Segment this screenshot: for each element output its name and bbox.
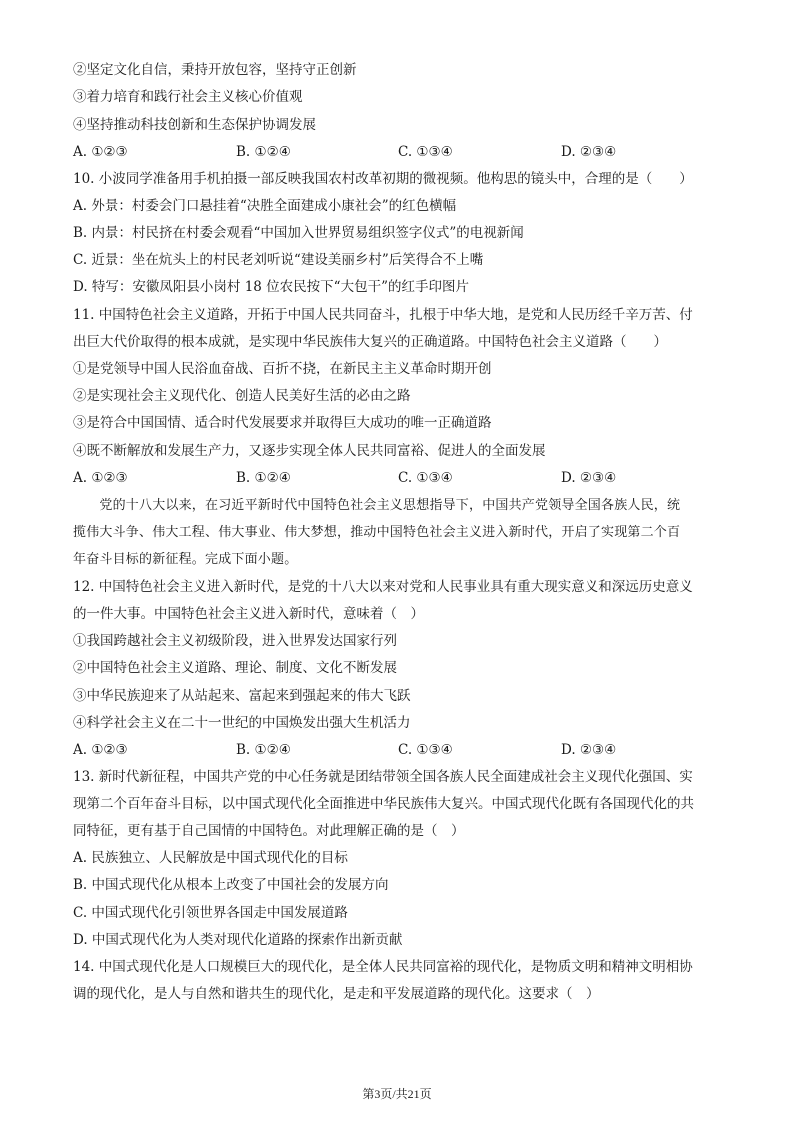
q9-option-d[interactable]: D. ②③④ (561, 144, 617, 160)
passage-line-1: 党的十八大以来，在习近平新时代中国特色社会主义思想指导下，中国共产党领导全国各族人民，统 (73, 498, 681, 513)
q13-stem-line-1: 13. 新时代新征程，中国共产党的中心任务就是团结带领全国各族人民全面建成社会主义现代化强国、实 (73, 769, 693, 785)
q10-option-a[interactable]: A. 外景：村委会门口悬挂着“决胜全面建成小康社会”的红色横幅 (73, 198, 457, 214)
q11-item-3: ③是符合中国国情、适合时代发展要求并取得巨大成功的唯一正确道路 (73, 415, 492, 431)
q13-option-b[interactable]: B. 中国式现代化从根本上改变了中国社会的发展方向 (73, 877, 389, 893)
q11-item-2: ②是实现社会主义现代化、创造人民美好生活的必由之路 (73, 388, 411, 404)
page-number: 第3页/共21页 (362, 1087, 432, 1101)
q12-option-a[interactable]: A. ①②③ (73, 742, 128, 758)
q10-option-b[interactable]: B. 内景：村民挤在村委会观看“中国加入世界贸易组织签字仪式”的电视新闻 (73, 225, 524, 241)
q12-option-d[interactable]: D. ②③④ (561, 742, 617, 758)
q14-stem-line-1: 14. 中国式现代化是人口规模巨大的现代化，是全体人民共同富裕的现代化，是物质文明和精神文明相协 (73, 959, 693, 975)
q13-stem-line-2: 现第二个百年奋斗目标，以中国式现代化全面推进中华民族伟大复兴。中国式现代化既有各国现代化的共 (73, 796, 694, 812)
q9-options (73, 142, 723, 162)
q11-option-d[interactable]: D. ②③④ (561, 470, 617, 486)
q13-option-d[interactable]: D. 中国式现代化为人类对现代化道路的探索作出新贡献 (73, 932, 403, 948)
q10-option-d[interactable]: D. 特写：安徽凤阳县小岗村 18 位农民按下“大包干”的红手印图片 (73, 279, 469, 295)
q9-item-2: ②坚定文化自信，秉持开放包容，坚持守正创新 (73, 62, 357, 78)
q11-stem-line-2: 出巨大代价取得的根本成就，是实现中华民族伟大复兴的正确道路。中国特色社会主义道路（ ） (73, 334, 667, 350)
passage-line-2: 揽伟大斗争、伟大工程、伟大事业、伟大梦想，推动中国特色社会主义进入新时代，开启了实现第二个百 (73, 525, 681, 540)
q11-item-1: ①是党领导中国人民浴血奋战、百折不挠，在新民主主义革命时期开创 (73, 361, 492, 377)
q9-option-a[interactable]: A. ①②③ (73, 144, 128, 160)
q12-item-2: ②中国特色社会主义道路、理论、制度、文化不断发展 (73, 660, 397, 676)
q11-option-b[interactable]: B. ①②④ (236, 470, 291, 486)
q12-item-1: ①我国跨越社会主义初级阶段，进入世界发达国家行列 (73, 633, 397, 649)
q13-stem-line-3: 同特征，更有基于自己国情的中国特色。对此理解正确的是（ ） (73, 823, 465, 839)
q13-option-c[interactable]: C. 中国式现代化引领世界各国走中国发展道路 (73, 905, 348, 921)
q12-stem-line-2: 的一件大事。中国特色社会主义进入新时代，意味着（ ） (73, 606, 424, 622)
q13-option-a[interactable]: A. 民族独立、人民解放是中国式现代化的目标 (73, 850, 348, 866)
q11-item-4: ④既不断解放和发展生产力，又逐步实现全体人民共同富裕、促进人的全面发展 (73, 443, 546, 459)
q10-stem: 10. 小波同学准备用手机拍摄一部反映我国农村改革初期的微视频。他构思的镜头中，合理的是（ ） (73, 171, 693, 187)
q12-option-b[interactable]: B. ①②④ (236, 742, 291, 758)
passage-line-3: 年奋斗目标的新征程。完成下面小题。 (73, 552, 298, 567)
q12-item-4: ④科学社会主义在二十一世纪的中国焕发出强大生机活力 (73, 715, 411, 731)
q12-options (73, 740, 723, 760)
q12-stem-line-1: 12. 中国特色社会主义进入新时代，是党的十八大以来对党和人民事业具有重大现实意义和深远历史意义 (73, 579, 693, 595)
q11-option-c[interactable]: C. ①③④ (398, 470, 453, 486)
q11-option-a[interactable]: A. ①②③ (73, 470, 128, 486)
q10-option-c[interactable]: C. 近景：坐在炕头上的村民老刘听说“建设美丽乡村”后笑得合不上嘴 (73, 252, 484, 268)
q12-option-c[interactable]: C. ①③④ (398, 742, 453, 758)
q11-options (73, 468, 723, 488)
q12-item-3: ③中华民族迎来了从站起来、富起来到强起来的伟大飞跃 (73, 688, 411, 704)
q9-item-4: ④坚持推动科技创新和生态保护协调发展 (73, 117, 316, 133)
q9-option-b[interactable]: B. ①②④ (236, 144, 291, 160)
q11-stem-line-1: 11. 中国特色社会主义道路，开拓于中国人民共同奋斗，扎根于中华大地，是党和人民历经千辛万苦、付 (73, 307, 693, 323)
q9-option-c[interactable]: C. ①③④ (398, 144, 453, 160)
q14-stem-line-2: 调的现代化，是人与自然和谐共生的现代化，是走和平发展道路的现代化。这要求（ ） (73, 986, 600, 1002)
q9-item-3: ③着力培育和践行社会主义核心价值观 (73, 89, 303, 105)
